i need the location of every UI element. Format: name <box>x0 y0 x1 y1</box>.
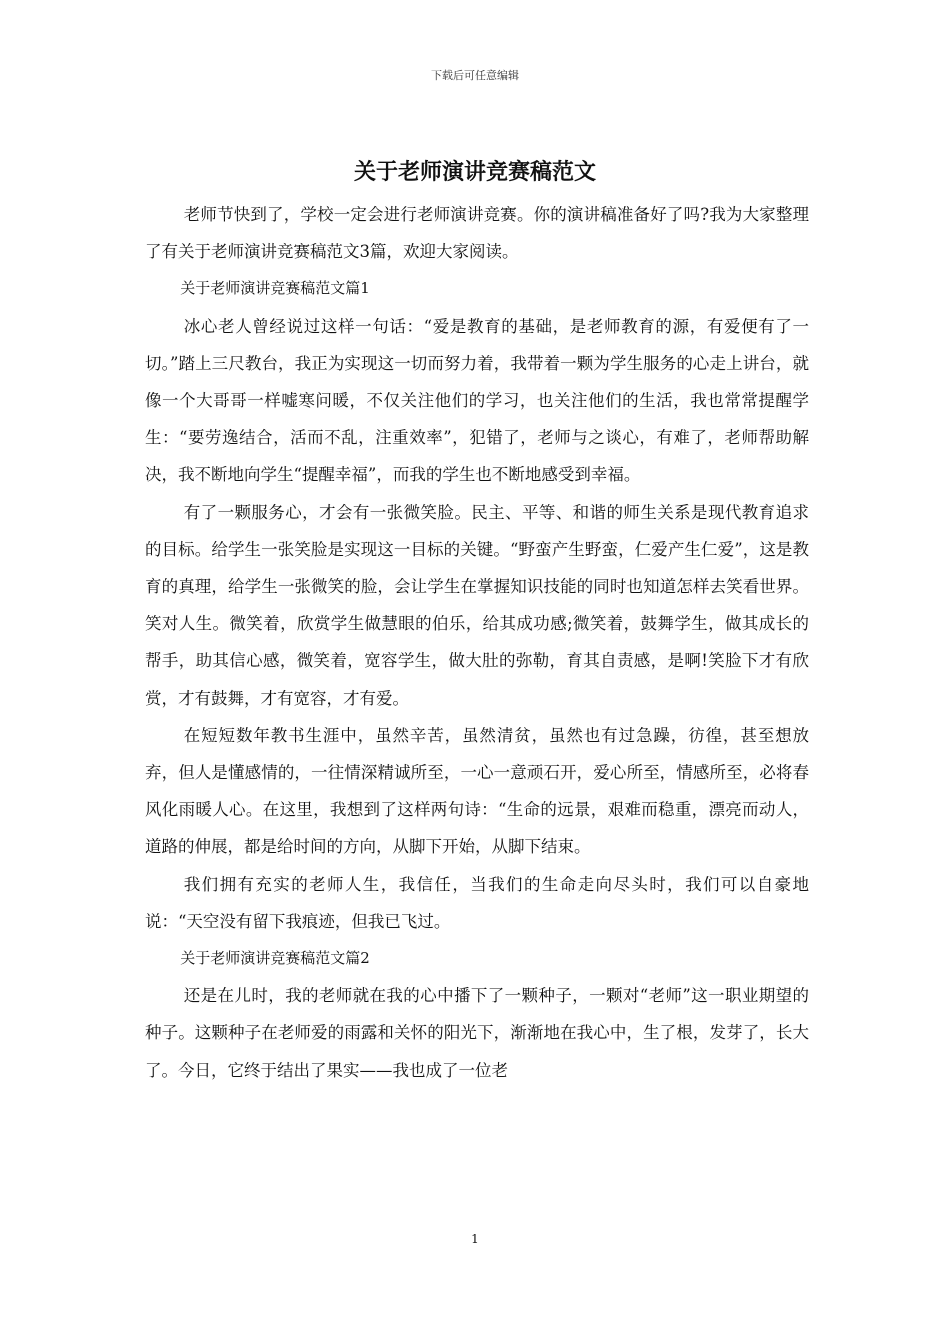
paragraph: 还是在儿时，我的老师就在我的心中播下了一颗种子，一颗对“老师”这一职业期望的种子。这颗种子在老师爱的雨露和关怀的阳光下，渐渐地在我心中，生了根，发芽了，长大了。今日，它终于结出了果实——我也成了一位老 <box>145 986 809 1080</box>
paragraph: 在短短数年教书生涯中，虽然辛苦，虽然清贫，虽然也有过急躁，彷徨，甚至想放弃，但人是懂感情的，一往情深精诚所至，一心一意顽石开，爱心所至，情感所至，必将春风化雨暖人心。在这里，我想到了这样两句诗：“生命的远景，艰难而稳重，漂亮而动人，道路的伸展，都是给时间的方向，从脚下开始，从脚下结束。 <box>145 725 809 857</box>
paragraph-intro: 老师节快到了，学校一定会进行老师演讲竞赛。你的演讲稿准备好了吗?我为大家整理了有关于老师演讲竞赛稿范文3篇，欢迎大家阅读。 <box>145 205 809 262</box>
section-heading-1: 关于老师演讲竞赛稿范文篇1 <box>180 279 370 298</box>
paragraph: 有了一颗服务心，才会有一张微笑脸。民主、平等、和谐的师生关系是现代教育追求的目标。给学生一张笑脸是实现这一目标的关键。“野蛮产生野蛮，仁爱产生仁爱”，这是教育的真理，给学生一张微笑的脸，会让学生在掌握知识技能的同时也知道怎样去笑看世界。笑对人生。微笑着，欣赏学生做慧眼的伯乐，给其成功感;微笑着，鼓舞学生，做其成长的帮手，助其信心感，微笑着，宽容学生，做大肚的弥勒，育其自责感，是啊!笑脸下才有欣赏，才有鼓舞，才有宽容，才有爱。 <box>145 502 809 708</box>
page-number: 1 <box>471 1232 479 1246</box>
section-heading-2: 关于老师演讲竞赛稿范文篇2 <box>180 949 370 968</box>
document-body <box>145 196 809 1089</box>
header-note: 下载后可任意编辑 <box>431 69 519 82</box>
paragraph: 我们拥有充实的老师人生，我信任，当我们的生命走向尽头时，我们可以自豪地说：“天空没有留下我痕迹，但我已飞过。 <box>145 874 809 931</box>
paragraph: 冰心老人曾经说过这样一句话：“爱是教育的基础，是老师教育的源，有爱便有了一切。”踏上三尺教台，我正为实现这一切而努力着，我带着一颗为学生服务的心走上讲台，就像一个大哥哥一样嘘寒问暖，不仅关注他们的学习，也关注他们的生活，我也常常提醒学生：“要劳逸结合，活而不乱，注重效率”，犯错了，老师与之谈心，有难了，老师帮助解决，我不断地向学生“提醒幸福”，而我的学生也不断地感受到幸福。 <box>145 316 809 485</box>
document-title: 关于老师演讲竞赛稿范文 <box>353 159 596 185</box>
